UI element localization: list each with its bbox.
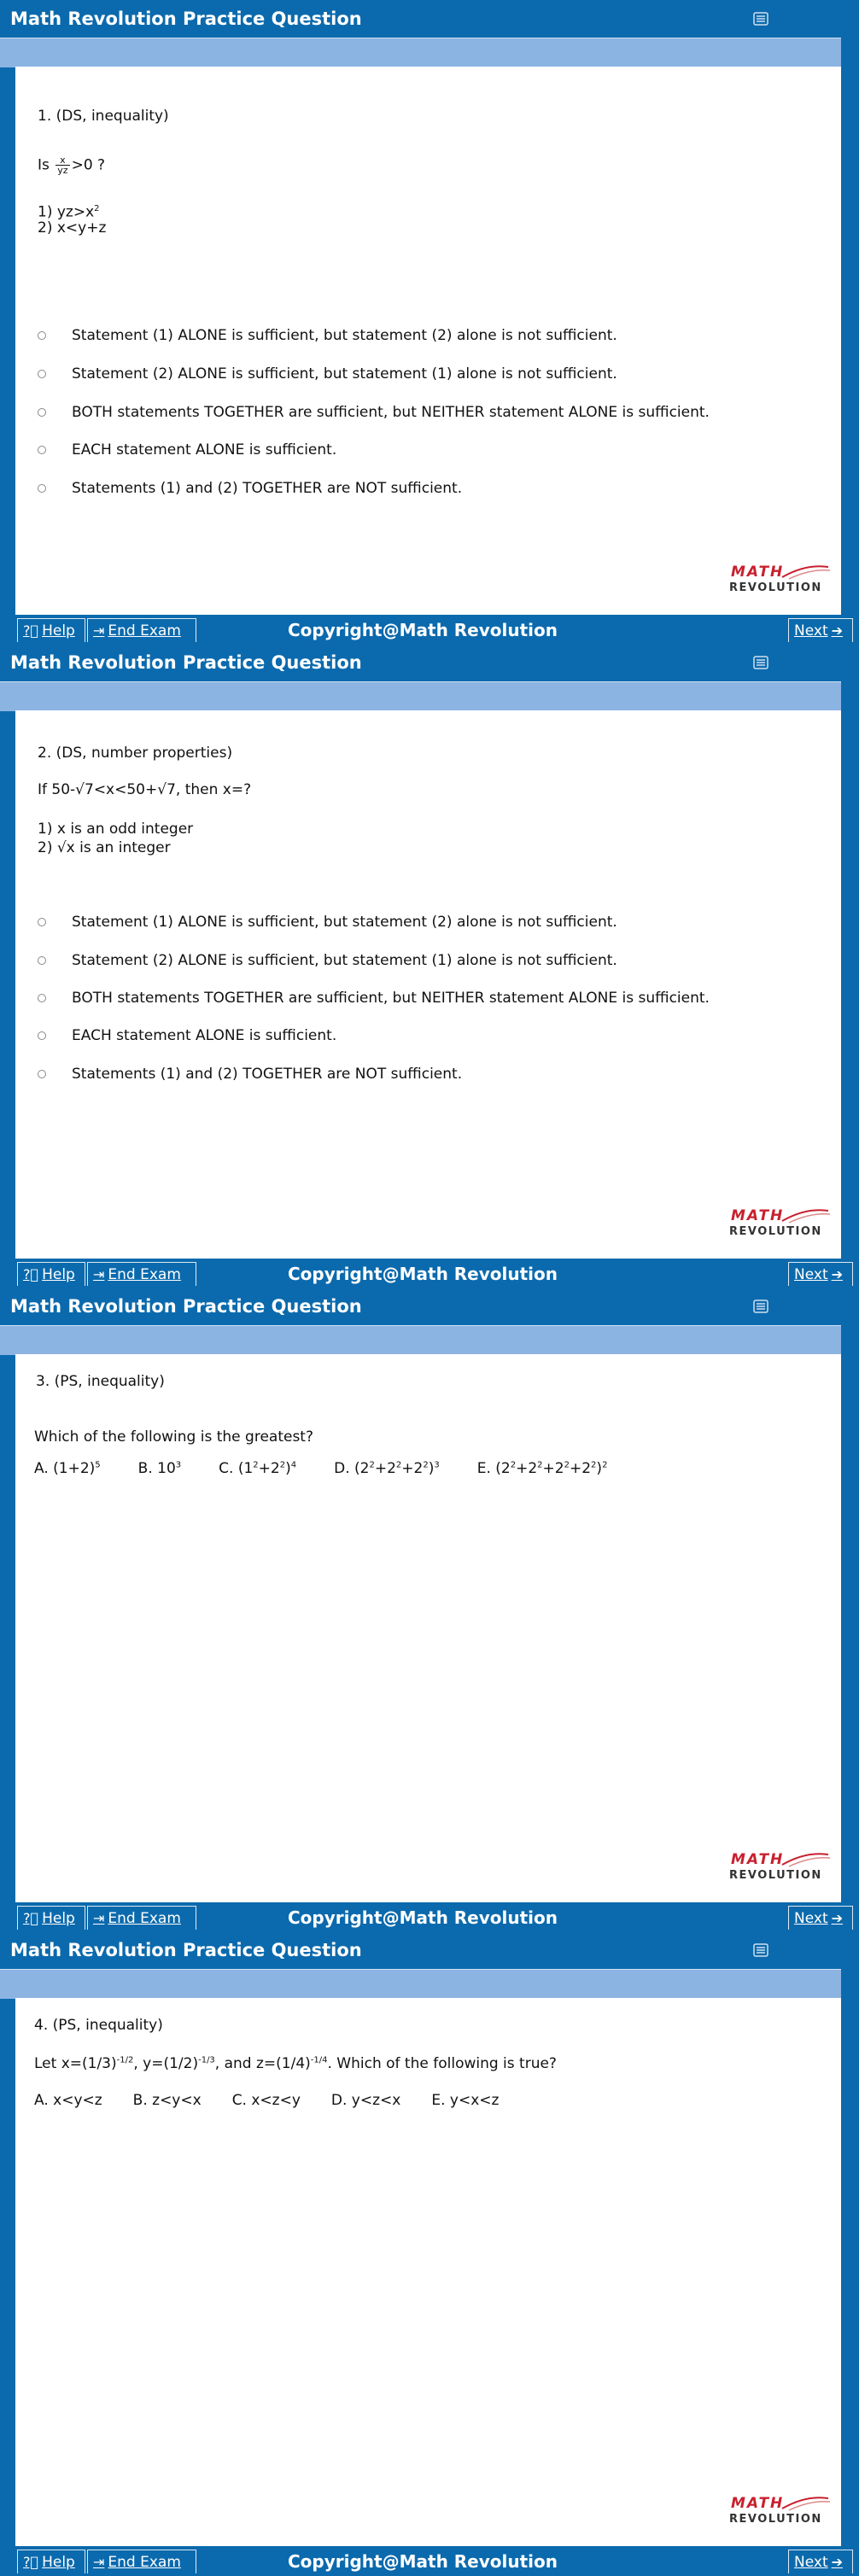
question-content: [15, 67, 841, 615]
next-button[interactable]: [788, 618, 853, 642]
exponent: 4: [290, 1460, 297, 1470]
answer-option-4[interactable]: [38, 440, 336, 460]
question-stem: [34, 2055, 557, 2072]
bottom-bar: [0, 615, 859, 644]
answer-option-3[interactable]: [38, 988, 710, 1008]
window-title: Math Revolution Practice Question: [10, 652, 362, 673]
help-icon: ?⃝: [23, 1266, 39, 1282]
question-stem: [38, 155, 105, 175]
toolbar-strip: [0, 1969, 841, 1999]
next-label: Next: [794, 1265, 828, 1283]
choice-d[interactable]: D. y<z<x: [330, 2092, 401, 2109]
exponent: 3: [434, 1460, 440, 1470]
choice-c[interactable]: C. x<z<y: [231, 2092, 301, 2109]
next-label: Next: [794, 622, 828, 640]
exponent: 2: [423, 1460, 429, 1470]
radio-button[interactable]: [38, 446, 46, 454]
answer-option-1[interactable]: [38, 912, 617, 932]
question-panel-4: [0, 1931, 859, 2576]
question-stem: Which of the following is the greatest?: [34, 1428, 313, 1446]
statement-1-exponent: 2: [94, 204, 100, 213]
logo-text-top: MATH: [731, 1851, 785, 1868]
toolbar-strip: [0, 681, 841, 711]
copyright-text: Copyright@Math Revolution: [288, 1907, 558, 1928]
choice-d-text: +2: [374, 1460, 396, 1477]
bottom-bar: [0, 2546, 859, 2575]
help-button[interactable]: [17, 2550, 85, 2573]
menu-icon[interactable]: [751, 655, 770, 670]
option-label: EACH statement ALONE is sufficient.: [72, 441, 337, 459]
next-arrow-icon: ➔: [831, 622, 844, 639]
choice-d-text: ): [428, 1460, 435, 1477]
end-exam-label: End Exam: [108, 622, 181, 640]
choice-b[interactable]: [138, 1460, 181, 1477]
choice-a-text: A. (1+2): [34, 1460, 96, 1477]
help-label: Help: [42, 1909, 75, 1927]
answer-option-1[interactable]: [38, 325, 617, 346]
window-title: Math Revolution Practice Question: [10, 1296, 362, 1317]
question-header: 1. (DS, inequality): [38, 108, 169, 125]
end-exam-label: End Exam: [108, 1909, 181, 1927]
logo-text-top: MATH: [731, 2495, 785, 2512]
menu-icon[interactable]: [751, 1942, 770, 1958]
end-exam-button[interactable]: [87, 1262, 196, 1286]
next-arrow-icon: ➔: [831, 1910, 844, 1926]
copyright-text: Copyright@Math Revolution: [288, 1264, 558, 1284]
exponent: 2: [591, 1460, 597, 1470]
exponent: 2: [564, 1460, 570, 1470]
answer-option-4[interactable]: [38, 1025, 336, 1046]
question-content: [15, 710, 841, 1259]
fraction: [56, 155, 69, 175]
option-label: Statement (1) ALONE is sufficient, but statement (2) alone is not sufficient.: [72, 914, 617, 931]
end-exam-label: End Exam: [108, 1265, 181, 1283]
help-label: Help: [42, 1265, 75, 1283]
exponent: -1/2: [116, 2055, 134, 2065]
choice-e-text: ): [596, 1460, 603, 1477]
exponent: 3: [175, 1460, 182, 1470]
question-panel-3: [0, 1288, 859, 1931]
help-icon: ?⃝: [23, 1910, 39, 1926]
choice-a[interactable]: [34, 1460, 101, 1477]
stem-text: . Which of the following is true?: [327, 2055, 557, 2072]
logo-text-bottom: REVOLUTION: [729, 1225, 822, 1238]
choice-e-text: +2: [516, 1460, 538, 1477]
next-button[interactable]: [788, 2550, 853, 2573]
option-label: Statement (2) ALONE is sufficient, but statement (1) alone is not sufficient.: [72, 365, 617, 383]
answer-option-2[interactable]: [38, 364, 617, 384]
logo-text-bottom: REVOLUTION: [729, 2513, 822, 2526]
option-label: BOTH statements TOGETHER are sufficient, but NEITHER statement ALONE is sufficient.: [72, 404, 710, 421]
window-title: Math Revolution Practice Question: [10, 9, 362, 29]
question-header: 2. (DS, number properties): [38, 745, 233, 762]
exponent: 5: [95, 1460, 101, 1470]
radio-button[interactable]: [38, 331, 46, 340]
choice-a[interactable]: A. x<y<z: [34, 2092, 102, 2109]
fraction-denominator: yz: [57, 165, 68, 176]
stem-text-suffix: >0 ?: [71, 156, 106, 174]
exponent: 2: [510, 1460, 517, 1470]
stem-text: Let x=(1/3): [34, 2055, 117, 2072]
option-label: BOTH statements TOGETHER are sufficient, but NEITHER statement ALONE is sufficient.: [72, 990, 710, 1007]
help-icon: ?⃝: [23, 622, 39, 639]
next-label: Next: [794, 1909, 828, 1927]
choice-e-text: +2: [569, 1460, 592, 1477]
statement-2: 2) √x is an integer: [38, 839, 171, 856]
exponent: 2: [395, 1460, 402, 1470]
bottom-bar: [0, 1902, 859, 1931]
statement-1-text: 1) yz>x: [38, 203, 95, 221]
option-label: Statement (1) ALONE is sufficient, but statement (2) alone is not sufficient.: [72, 327, 617, 344]
option-label: Statements (1) and (2) TOGETHER are NOT sufficient.: [72, 1066, 463, 1083]
logo-swoosh-icon: [780, 1849, 832, 1868]
question-header: 4. (PS, inequality): [34, 2017, 163, 2034]
math-revolution-logo: [729, 2493, 832, 2532]
radio-button[interactable]: [38, 994, 46, 1002]
question-stem: If 50-√7<x<50+√7, then x=?: [38, 781, 252, 798]
radio-button[interactable]: [38, 956, 46, 965]
statement-1: 1) x is an odd integer: [38, 821, 194, 838]
help-button[interactable]: [17, 1906, 85, 1930]
answer-option-2[interactable]: [38, 950, 617, 971]
choice-b[interactable]: B. z<y<x: [132, 2092, 202, 2109]
logo-swoosh-icon: [780, 562, 832, 581]
help-button[interactable]: [17, 618, 85, 642]
logo-text-bottom: REVOLUTION: [729, 1869, 822, 1882]
answer-option-5[interactable]: [38, 1064, 462, 1084]
exponent: -1/3: [198, 2055, 215, 2065]
math-revolution-logo: [729, 1849, 832, 1888]
end-exam-icon: ⇥: [93, 1266, 105, 1282]
logo-swoosh-icon: [780, 2493, 832, 2512]
bottom-bar: [0, 1259, 859, 1288]
next-button[interactable]: [788, 1906, 853, 1930]
toolbar-strip: [0, 1325, 841, 1355]
answer-choices: [34, 2092, 529, 2109]
choice-e-text: +2: [542, 1460, 564, 1477]
radio-button[interactable]: [38, 484, 46, 493]
statement-2: 2) x<y+z: [38, 219, 107, 237]
exponent: 2: [279, 1460, 286, 1470]
choice-c-text: C. (1: [219, 1460, 254, 1477]
question-content: [15, 1354, 841, 1902]
math-revolution-logo: [729, 562, 832, 600]
choice-c[interactable]: [219, 1460, 296, 1477]
logo-text-top: MATH: [731, 1207, 785, 1224]
fraction-numerator: x: [56, 155, 69, 166]
choice-e[interactable]: E. y<x<z: [431, 2092, 500, 2109]
choice-e[interactable]: [477, 1460, 608, 1477]
window-title: Math Revolution Practice Question: [10, 1940, 362, 1960]
stem-text: , y=(1/2): [133, 2055, 199, 2072]
radio-button[interactable]: [38, 918, 46, 926]
help-icon: ?⃝: [23, 2554, 39, 2570]
help-label: Help: [42, 2553, 75, 2571]
next-arrow-icon: ➔: [831, 2554, 844, 2570]
choice-e-text: E. (2: [476, 1460, 511, 1477]
exponent: -1/4: [310, 2055, 328, 2065]
question-content: [15, 1998, 841, 2546]
answer-choices: [34, 1460, 645, 1477]
choice-c-text: ): [285, 1460, 291, 1477]
question-panel-2: [0, 644, 859, 1288]
exponent: 2: [602, 1460, 608, 1470]
answer-option-3[interactable]: [38, 402, 710, 423]
choice-d-text: D. (2: [334, 1460, 370, 1477]
option-label: Statements (1) and (2) TOGETHER are NOT sufficient.: [72, 480, 463, 497]
exponent: 2: [253, 1460, 259, 1470]
stem-text: Is: [38, 156, 55, 174]
choice-d[interactable]: [334, 1460, 440, 1477]
question-panel-1: [0, 0, 859, 644]
stem-text: , and z=(1/4): [214, 2055, 311, 2072]
option-label: EACH statement ALONE is sufficient.: [72, 1027, 337, 1044]
radio-button[interactable]: [38, 408, 46, 417]
math-revolution-logo: [729, 1206, 832, 1244]
toolbar-strip: [0, 38, 841, 67]
copyright-text: Copyright@Math Revolution: [288, 2551, 558, 2572]
next-arrow-icon: ➔: [831, 1266, 844, 1282]
choice-b-text: B. 10: [137, 1460, 176, 1477]
logo-text-bottom: REVOLUTION: [729, 581, 822, 594]
help-label: Help: [42, 622, 75, 640]
end-exam-label: End Exam: [108, 2553, 181, 2571]
next-button[interactable]: [788, 1262, 853, 1286]
logo-text-top: MATH: [731, 564, 785, 581]
end-exam-button[interactable]: [87, 1906, 196, 1930]
end-exam-icon: ⇥: [93, 1910, 105, 1926]
exponent: 2: [537, 1460, 543, 1470]
option-label: Statement (2) ALONE is sufficient, but statement (1) alone is not sufficient.: [72, 952, 617, 969]
menu-icon[interactable]: [751, 11, 770, 26]
radio-button[interactable]: [38, 370, 46, 378]
end-exam-icon: ⇥: [93, 622, 105, 639]
logo-swoosh-icon: [780, 1206, 832, 1224]
menu-icon[interactable]: [751, 1299, 770, 1314]
radio-button[interactable]: [38, 1070, 46, 1078]
help-button[interactable]: [17, 1262, 85, 1286]
answer-option-5[interactable]: [38, 478, 462, 499]
choice-d-text: +2: [401, 1460, 424, 1477]
copyright-text: Copyright@Math Revolution: [288, 620, 558, 640]
radio-button[interactable]: [38, 1031, 46, 1040]
question-header: 3. (PS, inequality): [36, 1373, 165, 1390]
next-label: Next: [794, 2553, 828, 2571]
end-exam-icon: ⇥: [93, 2554, 105, 2570]
exponent: 2: [369, 1460, 375, 1470]
end-exam-button[interactable]: [87, 2550, 196, 2573]
choice-c-text: +2: [258, 1460, 280, 1477]
end-exam-button[interactable]: [87, 618, 196, 642]
